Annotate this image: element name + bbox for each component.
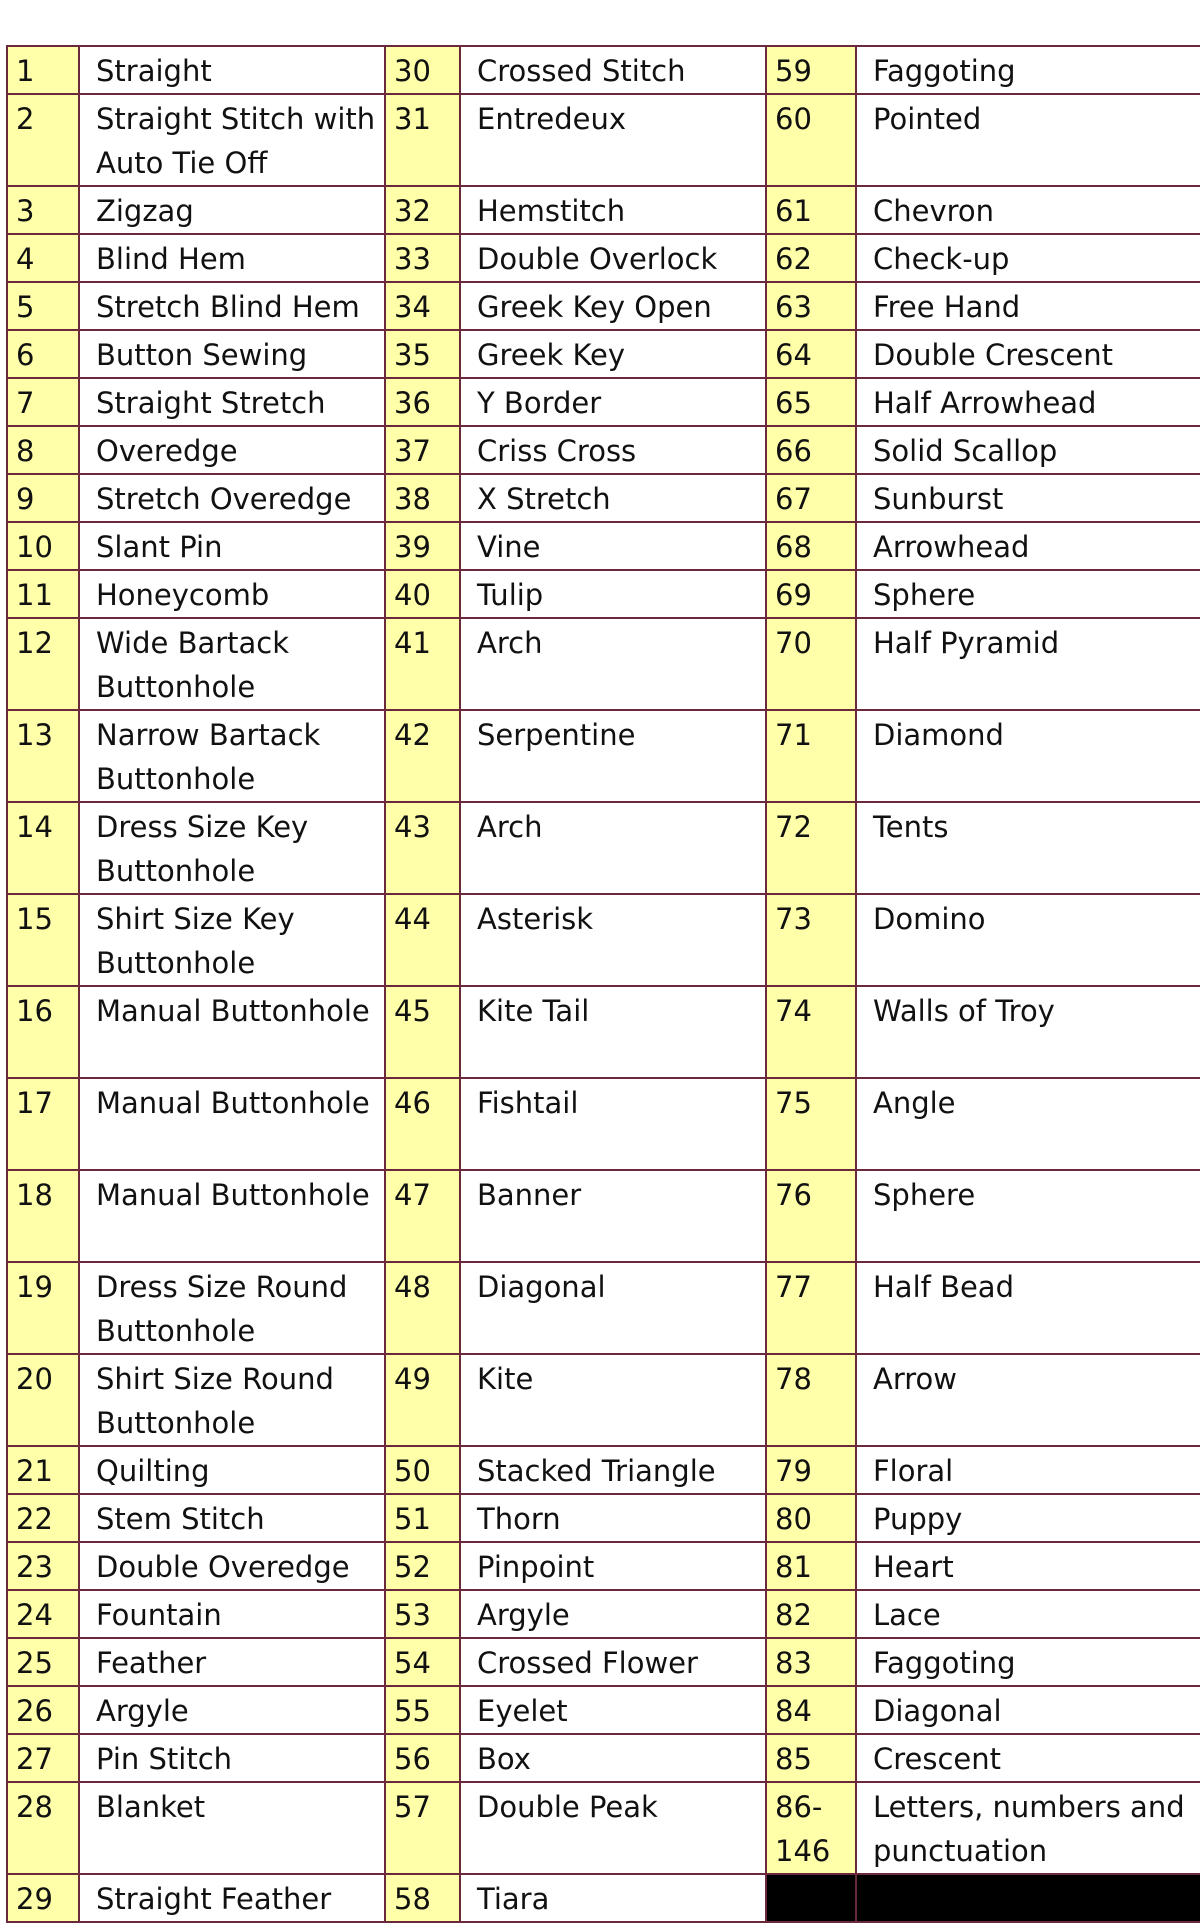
table-row xyxy=(7,426,1200,474)
stitch-name-cell: Fountain xyxy=(79,1590,385,1638)
table-row xyxy=(7,1686,1200,1734)
stitch-name-cell: Chevron xyxy=(856,186,1200,234)
stitch-name-cell: Blind Hem xyxy=(79,234,385,282)
stitch-name-cell: Pointed xyxy=(856,94,1200,186)
stitch-number-cell: 61 xyxy=(766,186,856,234)
stitch-number-cell: 50 xyxy=(385,1446,460,1494)
table-row xyxy=(7,1874,1200,1922)
stitch-number-cell: 43 xyxy=(385,802,460,894)
stitch-name-cell: Floral xyxy=(856,1446,1200,1494)
stitch-name-cell: Asterisk xyxy=(460,894,766,986)
table-row xyxy=(7,234,1200,282)
stitch-name-cell: Stretch Blind Hem xyxy=(79,282,385,330)
stitch-name-cell: Greek Key xyxy=(460,330,766,378)
stitch-number-cell: 6 xyxy=(7,330,79,378)
stitch-number-cell: 81 xyxy=(766,1542,856,1590)
stitch-name-cell: Feather xyxy=(79,1638,385,1686)
stitch-name-cell: Hemstitch xyxy=(460,186,766,234)
stitch-number-cell: 33 xyxy=(385,234,460,282)
empty-cell xyxy=(856,1874,1200,1922)
table-row xyxy=(7,1494,1200,1542)
table-row xyxy=(7,94,1200,186)
stitch-number-cell: 84 xyxy=(766,1686,856,1734)
stitch-number-cell: 54 xyxy=(385,1638,460,1686)
stitch-name-cell: Heart xyxy=(856,1542,1200,1590)
stitch-name-cell: Arrow xyxy=(856,1354,1200,1446)
stitch-number-cell: 74 xyxy=(766,986,856,1078)
stitch-number-cell: 30 xyxy=(385,46,460,94)
stitch-number-cell: 27 xyxy=(7,1734,79,1782)
stitch-name-cell: Y Border xyxy=(460,378,766,426)
stitch-name-cell: Kite Tail xyxy=(460,986,766,1078)
stitch-name-cell: Box xyxy=(460,1734,766,1782)
stitch-name-cell: Walls of Troy xyxy=(856,986,1200,1078)
stitch-number-cell: 38 xyxy=(385,474,460,522)
stitch-name-cell: Thorn xyxy=(460,1494,766,1542)
stitch-name-cell: Slant Pin xyxy=(79,522,385,570)
table-row xyxy=(7,186,1200,234)
stitch-name-cell: Crossed Flower xyxy=(460,1638,766,1686)
stitch-name-cell: Serpentine xyxy=(460,710,766,802)
table-row xyxy=(7,894,1200,986)
stitch-number-cell: 5 xyxy=(7,282,79,330)
table-row xyxy=(7,1078,1200,1170)
stitch-name-cell: Straight Stitch with Auto Tie Off xyxy=(79,94,385,186)
stitch-number-cell: 46 xyxy=(385,1078,460,1170)
stitch-number-cell: 63 xyxy=(766,282,856,330)
stitch-name-cell: Straight Stretch xyxy=(79,378,385,426)
stitch-name-cell: Button Sewing xyxy=(79,330,385,378)
stitch-number-cell: 15 xyxy=(7,894,79,986)
stitch-number-cell: 64 xyxy=(766,330,856,378)
stitch-name-cell: Honeycomb xyxy=(79,570,385,618)
stitch-number-cell: 78 xyxy=(766,1354,856,1446)
stitch-number-cell: 52 xyxy=(385,1542,460,1590)
stitch-number-cell: 19 xyxy=(7,1262,79,1354)
stitch-number-cell: 41 xyxy=(385,618,460,710)
stitch-name-cell: Puppy xyxy=(856,1494,1200,1542)
table-row xyxy=(7,330,1200,378)
table-body xyxy=(7,46,1200,1922)
stitch-name-cell: Crossed Stitch xyxy=(460,46,766,94)
stitch-name-cell: Sphere xyxy=(856,1170,1200,1262)
stitch-name-cell: Shirt Size Key Buttonhole xyxy=(79,894,385,986)
stitch-number-cell: 10 xyxy=(7,522,79,570)
table-row xyxy=(7,1590,1200,1638)
table-row xyxy=(7,1170,1200,1262)
stitch-number-cell: 36 xyxy=(385,378,460,426)
stitch-name-cell: Double Overlock xyxy=(460,234,766,282)
stitch-name-cell: Manual Buttonhole xyxy=(79,1078,385,1170)
stitch-number-cell: 49 xyxy=(385,1354,460,1446)
stitch-number-cell: 71 xyxy=(766,710,856,802)
stitch-number-cell: 13 xyxy=(7,710,79,802)
stitch-name-cell: Lace xyxy=(856,1590,1200,1638)
stitch-number-cell: 21 xyxy=(7,1446,79,1494)
stitch-name-cell: Blanket xyxy=(79,1782,385,1874)
table-row xyxy=(7,618,1200,710)
empty-cell xyxy=(766,1874,856,1922)
stitch-name-cell: Banner xyxy=(460,1170,766,1262)
stitch-name-cell: Dress Size Key Buttonhole xyxy=(79,802,385,894)
table-row xyxy=(7,1262,1200,1354)
stitch-name-cell: Stem Stitch xyxy=(79,1494,385,1542)
stitch-number-cell: 31 xyxy=(385,94,460,186)
stitch-number-cell: 67 xyxy=(766,474,856,522)
stitch-number-cell: 70 xyxy=(766,618,856,710)
stitch-name-cell: Dress Size Round Buttonhole xyxy=(79,1262,385,1354)
stitch-name-cell: Crescent xyxy=(856,1734,1200,1782)
stitch-number-cell: 42 xyxy=(385,710,460,802)
stitch-number-cell: 82 xyxy=(766,1590,856,1638)
stitch-name-cell: Check-up xyxy=(856,234,1200,282)
stitch-name-cell: X Stretch xyxy=(460,474,766,522)
stitch-name-cell: Manual Buttonhole xyxy=(79,1170,385,1262)
stitch-name-cell: Eyelet xyxy=(460,1686,766,1734)
stitch-number-cell: 48 xyxy=(385,1262,460,1354)
stitch-number-cell: 39 xyxy=(385,522,460,570)
table-row xyxy=(7,1638,1200,1686)
table-row xyxy=(7,1734,1200,1782)
stitch-number-cell: 12 xyxy=(7,618,79,710)
stitch-number-cell: 80 xyxy=(766,1494,856,1542)
table-row xyxy=(7,522,1200,570)
stitch-number-cell: 60 xyxy=(766,94,856,186)
stitch-name-cell: Faggoting xyxy=(856,46,1200,94)
table-row xyxy=(7,710,1200,802)
stitch-number-cell: 8 xyxy=(7,426,79,474)
stitch-number-cell: 66 xyxy=(766,426,856,474)
stitch-number-cell: 65 xyxy=(766,378,856,426)
table-row xyxy=(7,1446,1200,1494)
stitch-name-cell: Quilting xyxy=(79,1446,385,1494)
stitch-name-cell: Kite xyxy=(460,1354,766,1446)
stitch-name-cell: Criss Cross xyxy=(460,426,766,474)
stitch-number-cell: 28 xyxy=(7,1782,79,1874)
table-row xyxy=(7,474,1200,522)
stitch-name-cell: Wide Bartack Buttonhole xyxy=(79,618,385,710)
stitch-name-cell: Vine xyxy=(460,522,766,570)
stitch-name-cell: Manual Buttonhole xyxy=(79,986,385,1078)
table-row xyxy=(7,282,1200,330)
stitch-number-cell: 2 xyxy=(7,94,79,186)
table-row xyxy=(7,570,1200,618)
stitch-name-cell: Angle xyxy=(856,1078,1200,1170)
stitch-name-cell: Arch xyxy=(460,802,766,894)
stitch-number-cell: 73 xyxy=(766,894,856,986)
stitch-name-cell: Free Hand xyxy=(856,282,1200,330)
stitch-number-cell: 44 xyxy=(385,894,460,986)
stitch-number-cell: 83 xyxy=(766,1638,856,1686)
stitch-name-cell: Diamond xyxy=(856,710,1200,802)
stitch-number-cell: 57 xyxy=(385,1782,460,1874)
stitch-number-cell: 35 xyxy=(385,330,460,378)
stitch-number-cell: 85 xyxy=(766,1734,856,1782)
stitch-number-cell: 29 xyxy=(7,1874,79,1922)
stitch-name-cell: Tents xyxy=(856,802,1200,894)
stitch-number-cell: 9 xyxy=(7,474,79,522)
stitch-name-cell: Domino xyxy=(856,894,1200,986)
table-row xyxy=(7,802,1200,894)
stitch-number-cell: 37 xyxy=(385,426,460,474)
stitch-number-cell: 59 xyxy=(766,46,856,94)
stitch-name-cell: Arrowhead xyxy=(856,522,1200,570)
stitch-number-cell: 24 xyxy=(7,1590,79,1638)
stitch-number-cell: 17 xyxy=(7,1078,79,1170)
stitch-number-cell: 51 xyxy=(385,1494,460,1542)
stitch-name-cell: Faggoting xyxy=(856,1638,1200,1686)
stitch-number-cell: 77 xyxy=(766,1262,856,1354)
stitch-number-cell: 72 xyxy=(766,802,856,894)
stitch-number-cell: 68 xyxy=(766,522,856,570)
stitch-name-cell: Shirt Size Round Buttonhole xyxy=(79,1354,385,1446)
stitch-number-cell: 4 xyxy=(7,234,79,282)
stitch-number-cell: 56 xyxy=(385,1734,460,1782)
stitch-number-cell: 86-146 xyxy=(766,1782,856,1874)
stitch-number-cell: 45 xyxy=(385,986,460,1078)
stitch-number-cell: 18 xyxy=(7,1170,79,1262)
stitch-name-cell: Half Bead xyxy=(856,1262,1200,1354)
stitch-name-cell: Sphere xyxy=(856,570,1200,618)
stitch-number-cell: 23 xyxy=(7,1542,79,1590)
stitch-number-cell: 3 xyxy=(7,186,79,234)
stitch-name-cell: Pin Stitch xyxy=(79,1734,385,1782)
stitch-name-cell: Entredeux xyxy=(460,94,766,186)
stitch-name-cell: Letters, numbers and punctuation xyxy=(856,1782,1200,1874)
stitch-name-cell: Overedge xyxy=(79,426,385,474)
table-row xyxy=(7,986,1200,1078)
stitch-name-cell: Half Pyramid xyxy=(856,618,1200,710)
stitch-number-cell: 22 xyxy=(7,1494,79,1542)
stitch-number-cell: 62 xyxy=(766,234,856,282)
stitch-name-cell: Arch xyxy=(460,618,766,710)
stitch-number-cell: 1 xyxy=(7,46,79,94)
stitch-name-cell: Pinpoint xyxy=(460,1542,766,1590)
stitch-number-cell: 26 xyxy=(7,1686,79,1734)
stitch-name-cell: Diagonal xyxy=(856,1686,1200,1734)
stitch-number-cell: 14 xyxy=(7,802,79,894)
table-row xyxy=(7,1542,1200,1590)
stitch-name-cell: Tulip xyxy=(460,570,766,618)
table-row xyxy=(7,1354,1200,1446)
stitch-number-cell: 79 xyxy=(766,1446,856,1494)
stitch-name-cell: Diagonal xyxy=(460,1262,766,1354)
stitch-name-cell: Double Overedge xyxy=(79,1542,385,1590)
table-row xyxy=(7,46,1200,94)
stitch-number-cell: 25 xyxy=(7,1638,79,1686)
stitch-number-cell: 75 xyxy=(766,1078,856,1170)
table-row xyxy=(7,1782,1200,1874)
stitch-name-cell: Double Crescent xyxy=(856,330,1200,378)
stitch-number-cell: 47 xyxy=(385,1170,460,1262)
stitch-name-cell: Sunburst xyxy=(856,474,1200,522)
stitch-number-cell: 69 xyxy=(766,570,856,618)
stitch-number-cell: 11 xyxy=(7,570,79,618)
stitch-number-cell: 40 xyxy=(385,570,460,618)
stitch-number-cell: 34 xyxy=(385,282,460,330)
stitch-number-cell: 32 xyxy=(385,186,460,234)
stitch-pattern-table xyxy=(6,45,1200,1923)
stitch-name-cell: Straight Feather xyxy=(79,1874,385,1922)
stitch-number-cell: 7 xyxy=(7,378,79,426)
stitch-number-cell: 76 xyxy=(766,1170,856,1262)
stitch-name-cell: Argyle xyxy=(460,1590,766,1638)
stitch-number-cell: 53 xyxy=(385,1590,460,1638)
stitch-name-cell: Zigzag xyxy=(79,186,385,234)
stitch-name-cell: Tiara xyxy=(460,1874,766,1922)
table-row xyxy=(7,378,1200,426)
stitch-name-cell: Narrow Bartack Buttonhole xyxy=(79,710,385,802)
stitch-name-cell: Straight xyxy=(79,46,385,94)
stitch-name-cell: Greek Key Open xyxy=(460,282,766,330)
stitch-number-cell: 16 xyxy=(7,986,79,1078)
stitch-name-cell: Double Peak xyxy=(460,1782,766,1874)
stitch-name-cell: Half Arrowhead xyxy=(856,378,1200,426)
stitch-name-cell: Solid Scallop xyxy=(856,426,1200,474)
stitch-name-cell: Stacked Triangle xyxy=(460,1446,766,1494)
stitch-name-cell: Stretch Overedge xyxy=(79,474,385,522)
stitch-number-cell: 58 xyxy=(385,1874,460,1922)
stitch-number-cell: 55 xyxy=(385,1686,460,1734)
stitch-name-cell: Argyle xyxy=(79,1686,385,1734)
stitch-name-cell: Fishtail xyxy=(460,1078,766,1170)
stitch-number-cell: 20 xyxy=(7,1354,79,1446)
